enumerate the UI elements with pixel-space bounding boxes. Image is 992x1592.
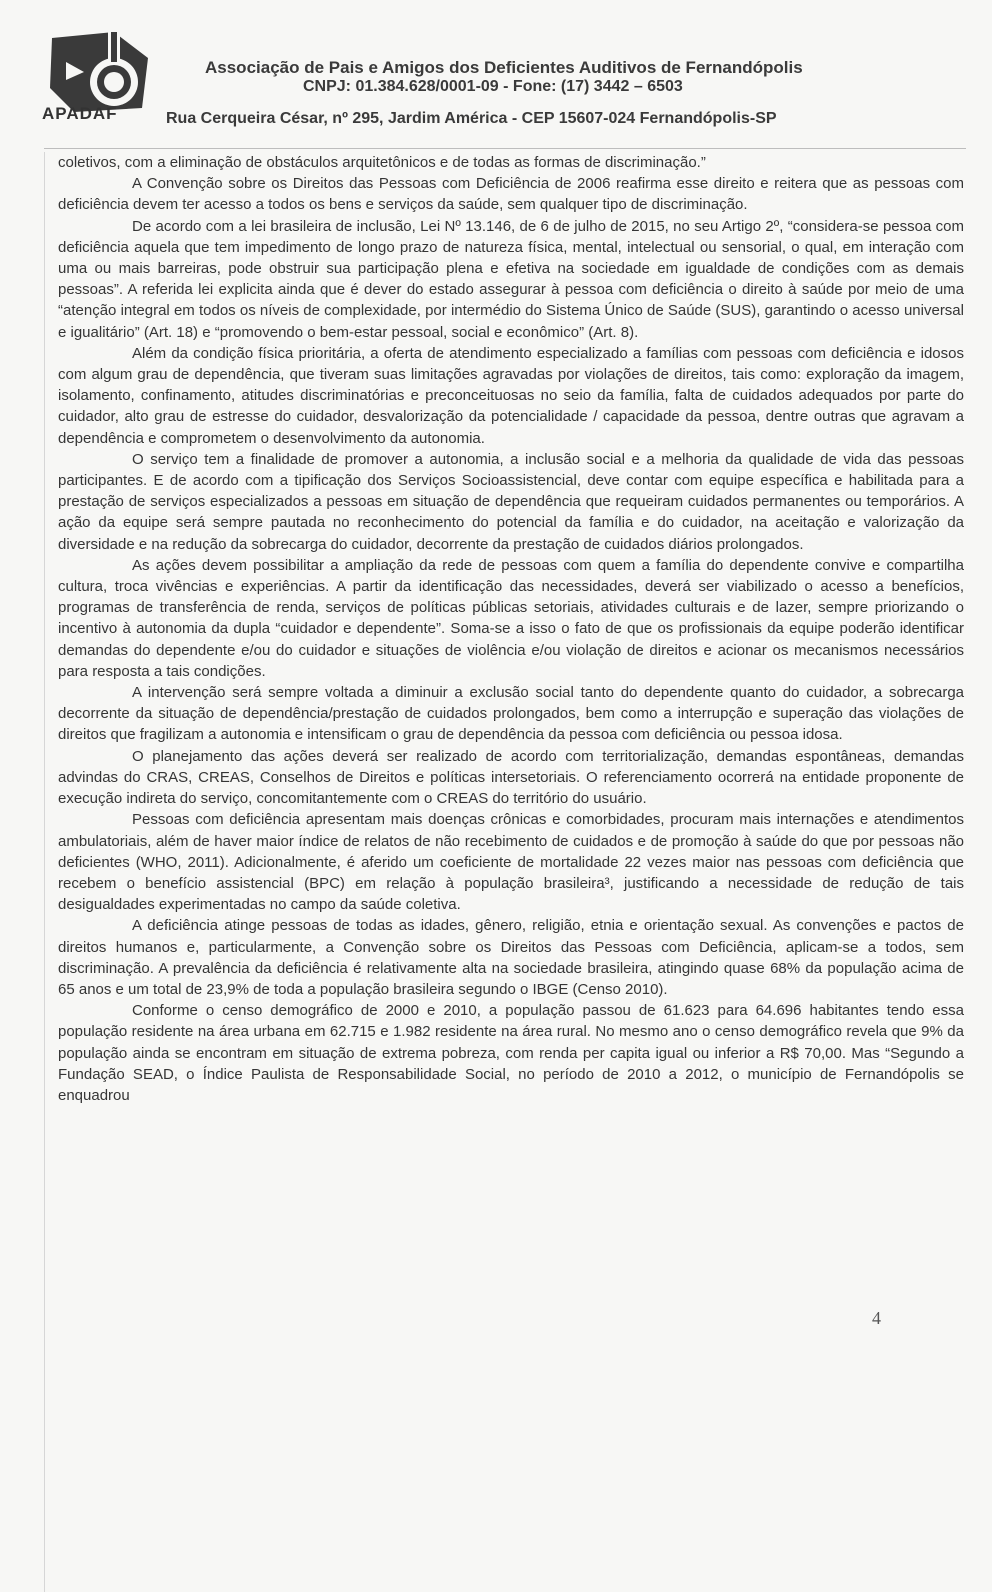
page-number: 4 <box>872 1308 881 1328</box>
paragraph: Conforme o censo demográfico de 2000 e 2010, a população passou de 61.623 para 64.696 habitantes tendo essa população residente na área urbana em 62.715 e 1.982 residente na área rural. No mesmo ano o censo demográfico revela que 9% da população ainda se encontram em situação de extrema pobreza, com renda per capita igual ou inferior a R$ 70,00. Mas “Segundo a Fundação SEAD, o Índice Paulista de Responsabilidade Social, no período de 2010 a 2012, o município de Fernandópolis se enquadrou <box>58 1002 964 1104</box>
paragraph: As ações devem possibilitar a ampliação da rede de pessoas com quem a família do dependente convive e compartilha cultura, troca vivências e experiências. A partir da identificação das necessidades, deverá ser viabilizado o acesso a benefícios, programas de transferência de renda, serviços de políticas públicas setoriais, atividades culturais e de lazer, sempre priorizando o incentivo à autonomia da dupla “cuidador e dependente”. Soma-se a isso o fato de que os profissionais da equipe poderão identificar demandas do dependente e/ou do cuidador e situações de violência e/ou violação de direitos e acionar os mecanismos necessários para resposta a tais condições. <box>58 556 964 680</box>
paragraph: O planejamento das ações deverá ser realizado de acordo com territorialização, demandas espontâneas, demandas advindas do CRAS, CREAS, Conselhos de Direitos e políticas intersetoriais. O referenciamento ocorrerá na entidade proponente de execução indireta do serviço, concomitantemente com o CREAS do território do usuário. <box>58 747 964 808</box>
organization-name: Associação de Pais e Amigos dos Deficientes Auditivos de Fernandópolis <box>205 58 803 77</box>
paragraph: O serviço tem a finalidade de promover a autonomia, a inclusão social e a melhoria da qualidade de vida das pessoas participantes. E de acordo com a tipificação dos Serviços Socioassistencial, deve contar com equipe específica e habilitada para a prestação de serviços especializados a pessoas em situação de dependência que requeiram cuidados permanentes ou temporários. A ação da equipe será sempre pautada no reconhecimento do potencial da família e do cuidador, na aceitação e valorização da diversidade e na redução da sobrecarga do cuidador, decorrente da prestação de cuidados diários prolongados. <box>58 450 964 553</box>
cnpj-phone-line: CNPJ: 01.384.628/0001-09 - Fone: (17) 3442 – 6503 <box>303 78 683 95</box>
letterhead <box>0 0 992 150</box>
paragraph: De acordo com a lei brasileira de inclusão, Lei Nº 13.146, de 6 de julho de 2015, no seu Artigo 2º, “considera-se pessoa com deficiência aquela que tem impedimento de longo prazo de natureza física, mental, intelectual ou sensorial, o qual, em interação com uma ou mais barreiras, pode obstruir sua participação plena e efetiva na sociedade em igualdade de condições com as demais pessoas”. A referida lei explicita ainda que é dever do estado assegurar à pessoa com deficiência o direito à saúde por meio de uma “atenção integral em todos os níveis de complexidade, por intermédio do Sistema Único de Saúde (SUS), garantindo o acesso universal e igualitário” (Art. 18) e “promovendo o bem-estar pessoal, social e econômico” (Art. 8). <box>58 217 964 341</box>
paragraph: A deficiência atinge pessoas de todas as idades, gênero, religião, etnia e orientação sexual. As convenções e pactos de direitos humanos e, particularmente, a Convenção sobre os Direitos das Pessoas com Deficiência, aplicam-se a todos, sem discriminação. A prevalência da deficiência é relativamente alta na sociedade brasileira, atingindo quase 68% da população acima de 65 anos e um total de 23,9% de toda a população brasileira segundo o IBGE (Censo 2010). <box>58 917 964 998</box>
address-line: Rua Cerqueira César, nº 295, Jardim América - CEP 15607-024 Fernandópolis-SP <box>166 110 777 127</box>
paragraph: Pessoas com deficiência apresentam mais doenças crônicas e comorbidades, procuram mais internações e atendimentos ambulatoriais, além de haver maior índice de relatos de não recebimento de cuidados e de promoção à saúde do que por pessoas não deficientes (WHO, 2011). Adicionalmente, é aferido um coeficiente de mortalidade 22 vezes maior nas pessoas com deficiência que recebem o benefício assistencial (BPC) em relação à população brasileira³, justificando a necessidade de redução de tais desigualdades experimentadas no campo da saúde coletiva. <box>58 811 964 914</box>
paragraph: A Convenção sobre os Direitos das Pessoas com Deficiência de 2006 reafirma esse direito e reitera que as pessoas com deficiência devem ter acesso a todos os bens e serviços da saúde, sem qualquer tipo de discriminação. <box>58 175 964 214</box>
header-divider <box>44 148 966 149</box>
document-body <box>58 152 964 1106</box>
paragraph: A intervenção será sempre voltada a diminuir a exclusão social tanto do dependente quanto do cuidador, a sobrecarga decorrente da situação de dependência/prestação de cuidados prolongados, bem como a interrupção e superação das violações de direitos que fragilizam a autonomia e intensificam o grau de dependência da pessoa com deficiência ou pessoa idosa. <box>58 684 964 744</box>
left-margin-line <box>44 152 45 1592</box>
paragraph: coletivos, com a eliminação de obstáculos arquitetônicos e de todas as formas de discriminação.” <box>58 154 706 171</box>
logo-wordmark: APADAF <box>42 104 118 123</box>
paragraph: Além da condição física prioritária, a oferta de atendimento especializado a famílias com pessoas com deficiência e idosos com algum grau de dependência, que tiveram suas limitações agravadas por violações de direitos, tais como: exploração da imagem, isolamento, confinamento, atitudes discriminatórias e preconceituosas no seio da família, falta de cuidados adequados por parte do cuidador, alto grau de estresse do cuidador, desvalorização da potencialidade / capacidade da pessoa, dentre outras que agravam a dependência e comprometem o desenvolvimento da autonomia. <box>58 344 964 447</box>
